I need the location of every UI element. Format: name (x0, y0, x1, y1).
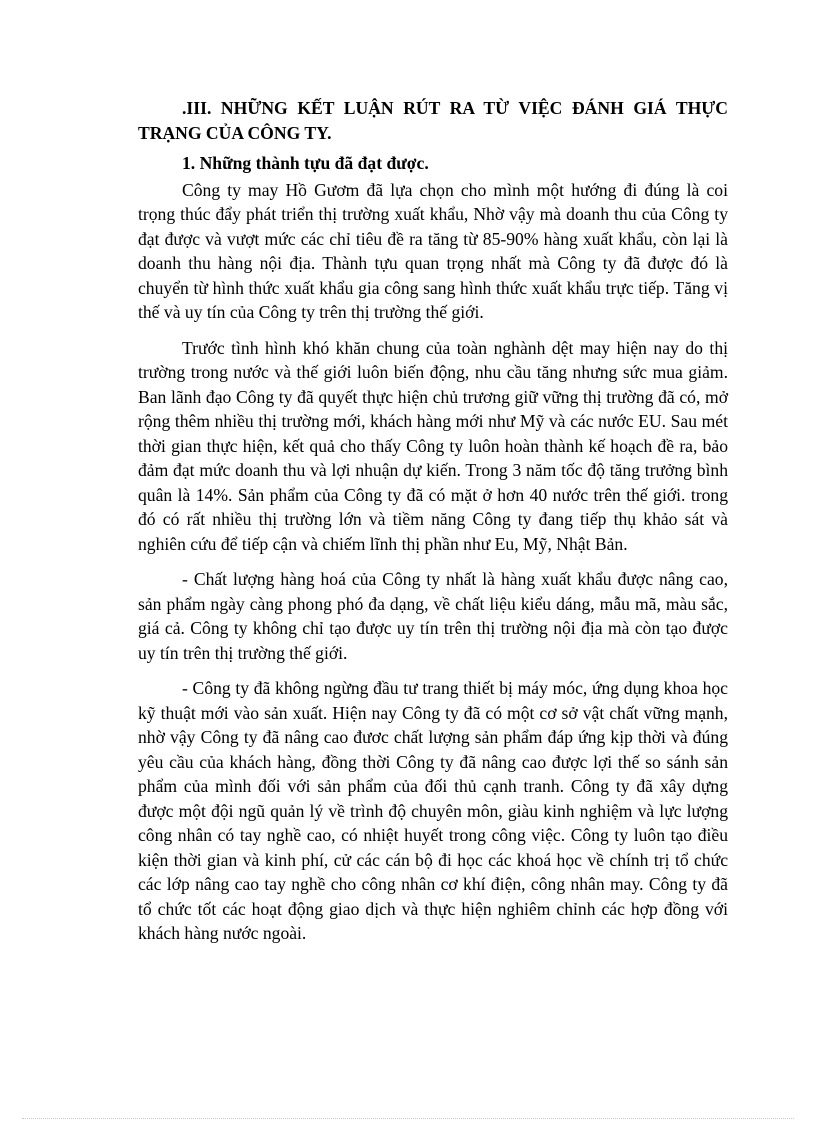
paragraph-3: - Chất lượng hàng hoá của Công ty nhất là hàng xuất khẩu được nâng cao, sản phẩm ngày càng phong phó đa dạng, về chất liệu kiểu dáng, mẫu mã, màu sắc, giá cả. Công ty không chỉ tạo được uy tín trên thị trường nội địa mà còn tạo được uy tín trên thị trường thế giới. (138, 569, 728, 663)
subsection-heading: 1. Những thành tựu đã đạt được. (182, 153, 429, 173)
paragraph-4: - Công ty đã không ngừng đầu tư trang thiết bị máy móc, ứng dụng khoa học kỹ thuật mới vào sản xuất. Hiện nay Công ty đã có một cơ sở vật chất vững mạnh, nhờ vậy Công ty đã nâng cao đươc chất lượng sản phẩm đáp ứng kịp thời và đúng yêu cầu của khách hàng, đồng thời Công ty đã nâng cao được lợi thế so sánh sản phẩm của mình đối với sản phẩm của đối thủ cạnh tranh. Công ty đã xây dựng được một đội ngũ quản lý về trình độ chuyên môn, giàu kinh nghiệm và lực lượng công nhân có tay nghề cao, có nhiệt huyết trong công việc. Công ty luôn tạo điều kiện thời gian và kinh phí, cử các cán bộ đi học các khoá học về chính trị tổ chức các lớp nâng cao tay nghề cho công nhân cơ khí điện, công nhân may. Công ty đã tổ chức tốt các hoạt động giao dịch và thực hiện nghiêm chỉnh các hợp đồng với khách hàng nước ngoài. (138, 678, 728, 943)
paragraph-1: Công ty may Hồ Gươm đã lựa chọn cho mình một hướng đi đúng là coi trọng thúc đẩy phát triển thị trường xuất khẩu, Nhờ vậy mà doanh thu của Công ty đạt được và vượt mức các chỉ tiêu đề ra tăng từ 85-90% hàng xuất khẩu, còn lại là doanh thu hàng nội địa. Thành tựu quan trọng nhất mà Công ty đã được đó là chuyển từ hình thức xuất khẩu gia công sang hình thức xuất khẩu trực tiếp. Tăng vị thế và uy tín của Công ty trên thị trường thế giới. (138, 179, 728, 322)
page-bottom-divider (22, 1118, 794, 1119)
document-page (138, 96, 728, 946)
section-heading: .III. NHỮNG KẾT LUẬN RÚT RA TỪ VIỆC ĐÁNH GIÁ THỰC TRẠNG CỦA CÔNG TY. (138, 98, 728, 143)
paragraph-2: Trước tình hình khó khăn chung của toàn nghành dệt may hiện nay do thị trường trong nước và thế giới luôn biến động, nhu cầu tăng nhưng sức mua giảm. Ban lãnh đạo Công ty đã quyết thực hiện chủ trương giữ vững thị trường đã có, mở rộng thêm nhiều thị trường mới, khách hàng mới như Mỹ và các nước EU. Sau mét thời gian thực hiện, kết quả cho thấy Công ty luôn hoàn thành kế hoạch đề ra, bảo đảm đạt mức doanh thu và lợi nhuận dự kiến. Trong 3 năm tốc độ tăng trưởng bình quân là 14%. Sản phẩm của Công ty đã có mặt ở hơn 40 nước trên thế giới. trong đó có rất nhiều thị trường lớn và tiềm năng Công ty đang tiếp thụ khảo sát và nghiên cứu để tiếp cận và chiếm lĩnh thị phần như Eu, Mỹ, Nhật Bản. (138, 337, 728, 554)
